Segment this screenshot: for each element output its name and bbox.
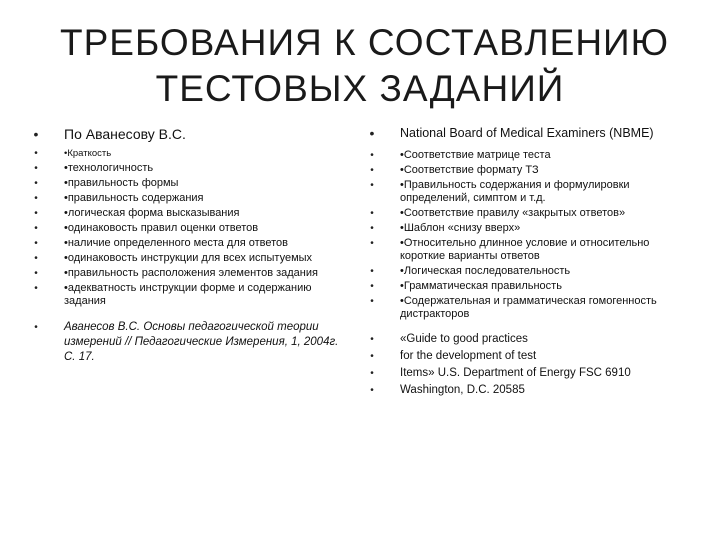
list-item <box>366 207 688 220</box>
reference-text: Items» U.S. Department of Energy FSC 6910 <box>400 367 631 379</box>
list-item-text: •технологичность <box>64 162 154 174</box>
bullet-icon: • <box>34 163 38 174</box>
bullet-icon: • <box>34 268 38 279</box>
left-list <box>30 126 350 365</box>
bullet-icon: • <box>370 368 374 379</box>
list-item-text: •правильность расположения элементов задания <box>64 267 318 279</box>
bullet-icon: • <box>34 253 38 264</box>
reference-text: Аванесов В.С. Основы педагогической теории измерений // Педагогические Измерения, 1, 2004г. С. 17. <box>64 321 339 363</box>
list-item <box>366 179 688 205</box>
list-item <box>30 267 350 280</box>
list-item-text: •Краткость <box>64 148 112 159</box>
list-item <box>30 162 350 175</box>
reference-text: Washington, D.C. 20585 <box>400 384 525 396</box>
bullet-icon: • <box>370 165 374 176</box>
bullet-icon: • <box>370 266 374 277</box>
bullet-icon: • <box>34 322 38 333</box>
bullet-icon: • <box>370 385 374 396</box>
list-item-text: •Соответствие матрице теста <box>400 149 551 161</box>
reference-text: «Guide to good practices <box>400 333 528 345</box>
bullet-icon: • <box>34 148 38 159</box>
right-column <box>366 126 688 399</box>
title-line-2: ТЕСТОВЫХ ЗАДАНИЙ <box>155 68 565 109</box>
list-item <box>30 282 350 308</box>
list-item-text: •Логическая последовательность <box>400 265 571 277</box>
list-item-text: •логическая форма высказывания <box>64 207 240 219</box>
list-item <box>30 237 350 250</box>
list-item <box>30 252 350 265</box>
right-list <box>366 126 688 399</box>
bullet-icon: • <box>34 178 38 189</box>
list-item-text: •Содержательная и грамматическая гомогенность дистракторов <box>400 295 657 320</box>
list-item-text: •Грамматическая правильность <box>400 280 562 292</box>
bullet-icon: • <box>369 125 375 141</box>
bullet-icon: • <box>370 180 374 191</box>
list-item-text: •Шаблон «снизу вверх» <box>400 222 521 234</box>
right-reference-line <box>366 365 688 382</box>
left-reference <box>30 320 350 365</box>
right-reference-line <box>366 382 688 399</box>
bullet-icon: • <box>370 351 374 362</box>
list-item-text: •Правильность содержания и формулировки определений, симптом и т.д. <box>400 179 630 204</box>
left-column <box>30 126 350 365</box>
list-item <box>30 222 350 235</box>
list-item <box>30 207 350 220</box>
right-reference-line <box>366 331 688 348</box>
list-item <box>366 149 688 162</box>
list-item-text: •Соответствие формату ТЗ <box>400 164 539 176</box>
list-item-text: •одинаковость инструкции для всех испытуемых <box>64 252 313 264</box>
list-item-text: •одинаковость правил оценки ответов <box>64 222 259 234</box>
reference-text: for the development of test <box>400 350 537 362</box>
list-item <box>366 237 688 263</box>
list-item-text: •правильность содержания <box>64 192 204 204</box>
list-item <box>366 280 688 293</box>
bullet-icon: • <box>370 223 374 234</box>
list-item-text: •наличие определенного места для ответов <box>64 237 289 249</box>
title-line-1: ТРЕБОВАНИЯ К СОСТАВЛЕНИЮ <box>60 22 670 63</box>
bullet-icon: • <box>370 238 374 249</box>
right-heading <box>366 126 688 141</box>
bullet-icon: • <box>34 208 38 219</box>
bullet-icon: • <box>370 281 374 292</box>
list-item-text: •Соответствие правилу «закрытых ответов» <box>400 207 626 219</box>
left-heading <box>30 126 350 143</box>
right-reference-line <box>366 348 688 365</box>
list-item <box>30 148 350 160</box>
bullet-icon: • <box>34 238 38 249</box>
bullet-icon: • <box>34 283 38 294</box>
right-heading-text: National Board of Medical Examiners (NBME) <box>400 126 654 140</box>
list-item <box>366 265 688 278</box>
bullet-icon: • <box>34 223 38 234</box>
bullet-icon: • <box>33 126 39 142</box>
page-title <box>60 20 670 112</box>
bullet-icon: • <box>370 334 374 345</box>
list-item <box>30 177 350 190</box>
list-item-text: •правильность формы <box>64 177 179 189</box>
list-item <box>366 164 688 177</box>
list-item <box>30 192 350 205</box>
bullet-icon: • <box>34 193 38 204</box>
bullet-icon: • <box>370 208 374 219</box>
left-heading-text: По Аванесову В.С. <box>64 126 186 142</box>
bullet-icon: • <box>370 296 374 307</box>
list-item <box>366 222 688 235</box>
bullet-icon: • <box>370 150 374 161</box>
list-item <box>366 295 688 321</box>
list-item-text: •Относительно длинное условие и относительно короткие варианты ответов <box>400 237 650 262</box>
list-item-text: •адекватность инструкции форме и содержанию задания <box>64 282 312 307</box>
